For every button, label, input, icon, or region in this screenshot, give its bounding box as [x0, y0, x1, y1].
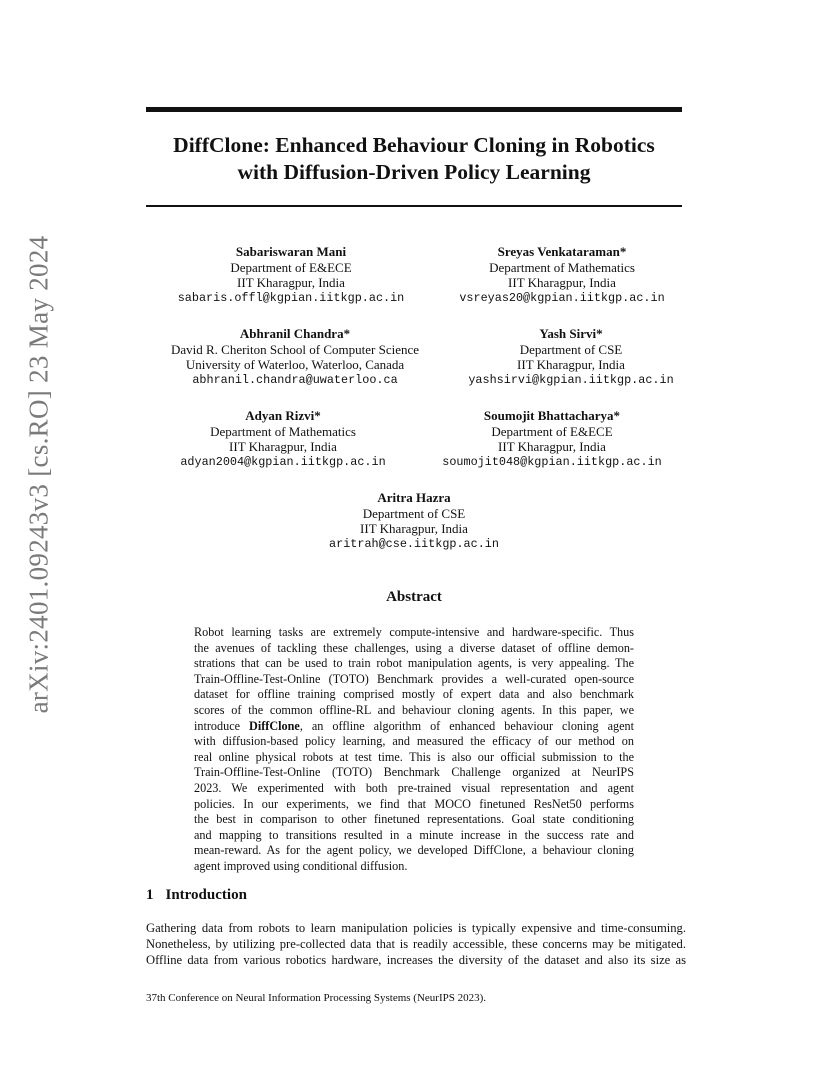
- author-block: [284, 490, 544, 552]
- abstract-line: policies. In our experiments, we find that MOCO finetuned ResNet50 performs: [194, 796, 634, 811]
- title-line: with Diffusion-Driven Policy Learning: [237, 160, 591, 184]
- author-block: [152, 408, 414, 470]
- abstract-line: scores of the common offline-RL and behaviour cloning agents. In this paper, we: [194, 702, 634, 717]
- author-email: sabaris.offl@kgpian.iitkgp.ac.in: [177, 290, 405, 305]
- author-email: vsreyas20@kgpian.iitkgp.ac.in: [459, 290, 665, 305]
- author-institution: IIT Kharagpur, India: [360, 521, 468, 536]
- author-institution: IIT Kharagpur, India: [498, 439, 606, 454]
- arxiv-identifier: arXiv:2401.09243v3 [cs.RO] 23 May 2024: [23, 235, 54, 713]
- author-email: soumojit048@kgpian.iitkgp.ac.in: [442, 454, 662, 469]
- author-name: Sabariswaran Mani: [235, 244, 347, 259]
- abstract-line: agent improved using conditional diffusion.: [194, 858, 408, 873]
- intro-line: Nonetheless, by utilizing pre-collected data that is readily accessible, these concerns may be mitigated.: [146, 936, 686, 951]
- paper-title: [146, 132, 682, 186]
- abstract-line: strations that can be used to train robot manipulation agents, is very appealing. The: [194, 656, 634, 671]
- author-email: yashsirvi@kgpian.iitkgp.ac.in: [468, 372, 674, 387]
- author-institution: University of Waterloo, Waterloo, Canada: [185, 357, 405, 372]
- method-name-bold: DiffClone: [249, 718, 300, 733]
- author-email: aritrah@cse.iitkgp.ac.in: [329, 536, 499, 551]
- section-title: Introduction: [165, 887, 247, 903]
- conference-footnote: 37th Conference on Neural Information Processing Systems (NeurIPS 2023).: [146, 992, 487, 1004]
- author-institution: IIT Kharagpur, India: [229, 439, 337, 454]
- author-department: Department of E&ECE: [230, 259, 352, 275]
- title-bottom-rule: [146, 205, 682, 207]
- abstract-text: , an offline algorithm of enhanced behaviour cloning agent: [299, 718, 634, 733]
- abstract-line: the avenues of tackling these challenges, using a diverse dataset of offline demon-: [194, 640, 634, 655]
- introduction-body: [146, 921, 686, 968]
- author-department: Department of Mathematics: [489, 259, 635, 275]
- arxiv-identifier-stamp: [22, 235, 56, 713]
- abstract-text: introduce: [194, 718, 250, 733]
- author-department: Department of CSE: [519, 341, 623, 357]
- intro-line: Gathering data from robots to learn manipulation policies is typically expensive and time-consuming.: [146, 921, 686, 935]
- section-number: 1: [146, 887, 154, 903]
- abstract-line: [194, 719, 634, 735]
- author-department: Department of CSE: [362, 505, 466, 521]
- author-email: adyan2004@kgpian.iitkgp.ac.in: [180, 454, 386, 469]
- author-block: [436, 326, 706, 388]
- abstract-line: mean-reward. As for the agent policy, we developed DiffClone, a behaviour cloning: [194, 843, 634, 858]
- author-name: Adyan Rizvi*: [245, 408, 321, 423]
- author-institution: IIT Kharagpur, India: [237, 275, 345, 290]
- author-department: Department of Mathematics: [210, 423, 356, 439]
- author-name: Soumojit Bhattacharya*: [483, 408, 621, 423]
- author-institution: IIT Kharagpur, India: [508, 275, 616, 290]
- abstract-line: and mapping to transitions resulted in a minute increase in the success rate and: [194, 827, 634, 842]
- author-block: [414, 408, 690, 470]
- author-department: Department of E&ECE: [491, 423, 613, 439]
- abstract-line: the best in comparison to other finetuned representations. Goal state conditioning: [194, 812, 634, 827]
- author-department: David R. Cheriton School of Computer Science: [170, 341, 420, 357]
- abstract-body: [194, 625, 634, 875]
- author-name: Yash Sirvi*: [539, 326, 603, 341]
- abstract-line: Robot learning tasks are extremely compute-intensive and hardware-specific. Thus: [194, 625, 634, 639]
- abstract-line: Train-Offline-Test-Online (TOTO) Benchmark Challenge organized at NeurIPS: [194, 765, 634, 780]
- author-email: abhranil.chandra@uwaterloo.ca: [192, 372, 398, 387]
- abstract-line: dataset for offline training comprised mostly of expert data and also benchmark: [194, 687, 634, 702]
- section-heading-introduction: [146, 887, 247, 904]
- abstract-line: with diffusion-based policy learning, and measured the efficacy of our method on: [194, 734, 634, 749]
- author-block: [150, 326, 440, 388]
- abstract-heading: Abstract: [386, 589, 442, 605]
- author-block: [428, 244, 696, 306]
- author-name: Aritra Hazra: [377, 490, 451, 505]
- author-name: Sreyas Venkataraman*: [497, 244, 627, 259]
- author-block: [160, 244, 422, 306]
- abstract-line: real online physical robots at test time. This is also our official submission to the: [194, 749, 634, 764]
- author-institution: IIT Kharagpur, India: [517, 357, 625, 372]
- abstract-line: Train-Offline-Test-Online (TOTO) Benchmark provides a well-curated open-source: [194, 671, 634, 686]
- intro-line: Offline data from various robotics hardware, increases the diversity of the dataset and also its size as: [146, 952, 686, 967]
- author-name: Abhranil Chandra*: [239, 326, 351, 341]
- title-line: DiffClone: Enhanced Behaviour Cloning in Robotics: [173, 133, 655, 157]
- title-top-rule: [146, 107, 682, 112]
- abstract-line: 2023. We experimented with both pre-trained visual representation and agent: [194, 780, 634, 795]
